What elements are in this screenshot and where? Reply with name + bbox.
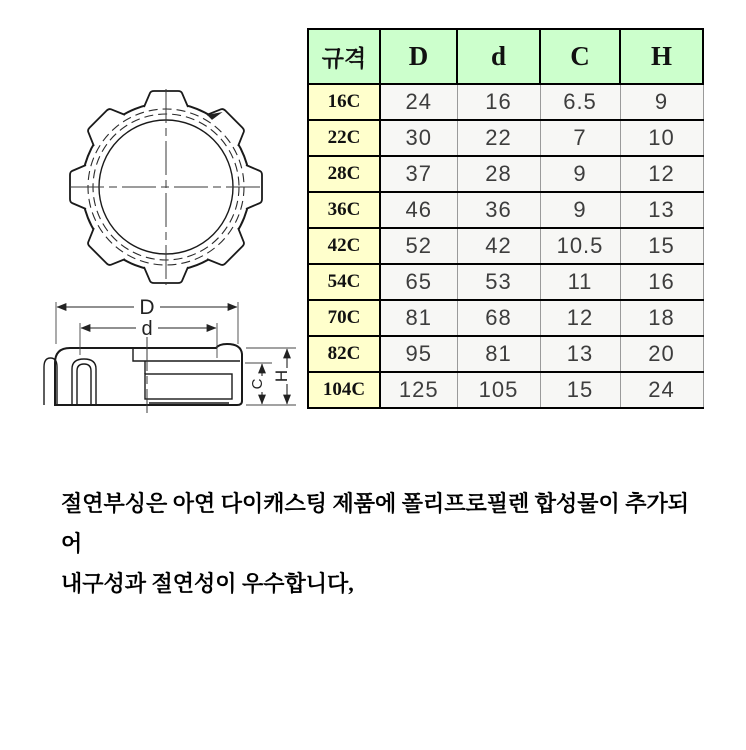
row-label-82C: 82C (308, 336, 380, 372)
cell-104C-d: 105 (457, 372, 540, 408)
column-header-D: D (380, 29, 457, 84)
cell-42C-C: 10.5 (540, 228, 620, 264)
product-description (61, 484, 701, 604)
cell-54C-C: 11 (540, 264, 620, 300)
spec-table-body (308, 84, 703, 408)
row-label-16C: 16C (308, 84, 380, 120)
cell-36C-D: 46 (380, 192, 457, 228)
spec-table-header-row (308, 29, 703, 84)
cell-36C-d: 36 (457, 192, 540, 228)
dim-label-D: D (139, 296, 155, 319)
table-row (308, 192, 703, 228)
column-header-d: d (457, 29, 540, 84)
row-label-22C: 22C (308, 120, 380, 156)
spec-table (307, 28, 704, 409)
row-label-70C: 70C (308, 300, 380, 336)
column-header-H: H (620, 29, 703, 84)
dim-label-H: H (272, 369, 291, 383)
cell-42C-H: 15 (620, 228, 703, 264)
row-label-104C: 104C (308, 372, 380, 408)
cell-36C-H: 13 (620, 192, 703, 228)
table-row (308, 228, 703, 264)
cell-70C-d: 68 (457, 300, 540, 336)
table-row (308, 264, 703, 300)
cell-54C-H: 16 (620, 264, 703, 300)
dim-label-d: d (141, 318, 153, 340)
description-line-2: 내구성과 절연성이 우수합니다, (61, 571, 354, 596)
cell-54C-D: 65 (380, 264, 457, 300)
cell-42C-D: 52 (380, 228, 457, 264)
cell-42C-d: 42 (457, 228, 540, 264)
cell-54C-d: 53 (457, 264, 540, 300)
dim-label-C: C (249, 378, 266, 390)
table-row (308, 84, 703, 120)
cell-36C-C: 9 (540, 192, 620, 228)
cell-70C-D: 81 (380, 300, 457, 336)
cell-28C-d: 28 (457, 156, 540, 192)
description-line-1: 절연부싱은 아연 다이캐스팅 제품에 폴리프로필렌 합성물이 추가되어 (61, 491, 690, 556)
cell-28C-H: 12 (620, 156, 703, 192)
cell-70C-C: 12 (540, 300, 620, 336)
cell-82C-C: 13 (540, 336, 620, 372)
column-header-C: C (540, 29, 620, 84)
cell-82C-H: 20 (620, 336, 703, 372)
table-row (308, 336, 703, 372)
cell-104C-C: 15 (540, 372, 620, 408)
cell-16C-H: 9 (620, 84, 703, 120)
cell-104C-D: 125 (380, 372, 457, 408)
cell-16C-D: 24 (380, 84, 457, 120)
cell-82C-D: 95 (380, 336, 457, 372)
bushing-top-view (70, 89, 262, 285)
cell-22C-D: 30 (380, 120, 457, 156)
cell-22C-H: 10 (620, 120, 703, 156)
row-label-54C: 54C (308, 264, 380, 300)
table-row (308, 120, 703, 156)
cell-28C-C: 9 (540, 156, 620, 192)
cell-70C-H: 18 (620, 300, 703, 336)
cell-22C-d: 22 (457, 120, 540, 156)
row-label-28C: 28C (308, 156, 380, 192)
table-row (308, 156, 703, 192)
cell-104C-H: 24 (620, 372, 703, 408)
table-row (308, 300, 703, 336)
spec-table-corner-header: 규격 (308, 29, 380, 84)
bushing-section-view (44, 296, 296, 413)
cell-22C-C: 7 (540, 120, 620, 156)
cell-28C-D: 37 (380, 156, 457, 192)
cell-16C-d: 16 (457, 84, 540, 120)
bushing-drawing (0, 0, 310, 460)
table-row (308, 372, 703, 408)
row-label-42C: 42C (308, 228, 380, 264)
cell-16C-C: 6.5 (540, 84, 620, 120)
cell-82C-d: 81 (457, 336, 540, 372)
row-label-36C: 36C (308, 192, 380, 228)
